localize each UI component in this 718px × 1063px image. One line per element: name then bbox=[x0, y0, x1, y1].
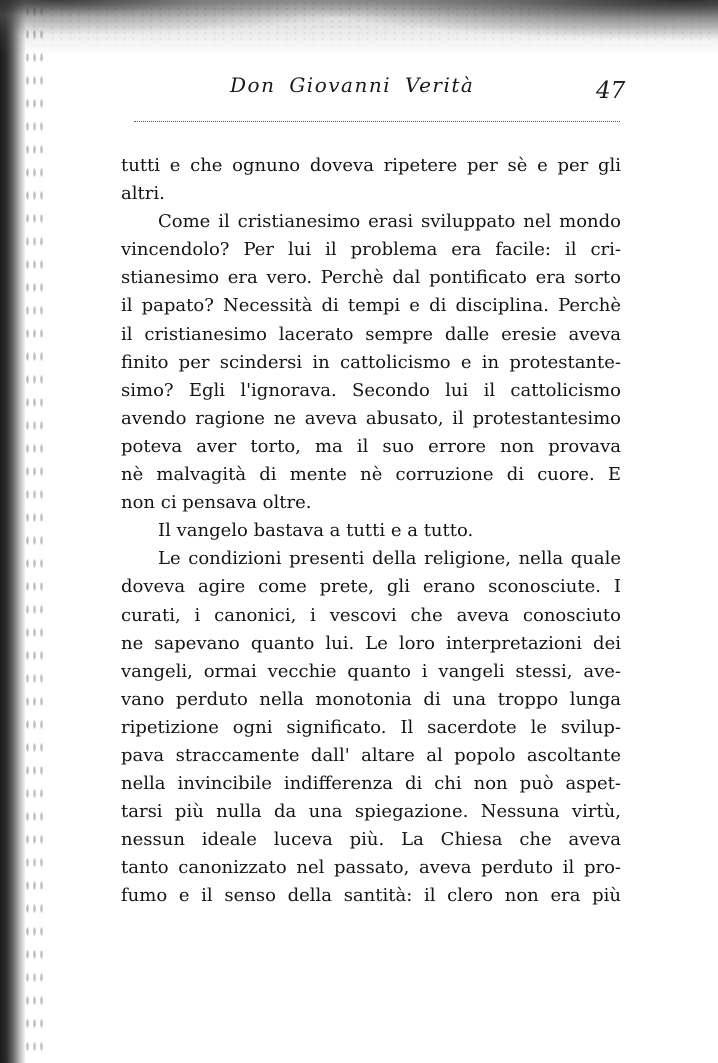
text-line: avendo ragione ne aveva abusato, il protestantesimo bbox=[121, 407, 621, 429]
text-line: curati, i canonici, i vescovi che aveva conosciuto bbox=[121, 604, 621, 626]
text-line: simo? Egli l'ignorava. Secondo lui il cattolicismo bbox=[121, 379, 621, 401]
text-line: Le condizioni presenti della religione, nella quale bbox=[158, 548, 621, 570]
text-line: il cristianesimo lacerato sempre dalle eresie aveva bbox=[121, 323, 621, 345]
text-line: fumo e il senso della santità: il clero non era più bbox=[121, 885, 621, 907]
book-spine-shadow bbox=[0, 0, 26, 1063]
text-line: il papato? Necessità di tempi e di disciplina. Perchè bbox=[121, 295, 621, 317]
text-line: tanto canonizzato nel passato, aveva perduto il pro- bbox=[121, 857, 621, 879]
body-text bbox=[121, 152, 621, 911]
page-number: 47 bbox=[596, 78, 626, 104]
text-line: non ci pensava oltre. bbox=[121, 492, 312, 514]
text-line: Come il cristianesimo erasi sviluppato nel mondo bbox=[158, 211, 621, 233]
running-title: Don Giovanni Verità bbox=[230, 73, 475, 97]
text-line: Il vangelo bastava a tutti e a tutto. bbox=[158, 520, 474, 542]
text-line: altri. bbox=[121, 183, 165, 205]
text-line: nè malvagità di mente nè corruzione di cuore. E bbox=[121, 464, 621, 486]
text-line: ne sapevano quanto lui. Le loro interpretazioni dei bbox=[121, 632, 621, 654]
text-line: nessun ideale luceva più. La Chiesa che aveva bbox=[121, 829, 621, 851]
text-line: doveva agire come prete, gli erano sconosciute. I bbox=[121, 576, 621, 598]
text-line: tutti e che ognuno doveva ripetere per sè e per gli bbox=[121, 155, 621, 176]
text-line: finito per scindersi in cattolicismo e in protestante- bbox=[121, 351, 621, 373]
text-line: tarsi più nulla da una spiegazione. Nessuna virtù, bbox=[121, 801, 621, 823]
text-line: poteva aver torto, ma il suo errore non provava bbox=[121, 435, 621, 457]
text-line: stianesimo era vero. Perchè dal pontificato era sorto bbox=[121, 267, 621, 289]
running-header bbox=[0, 0, 718, 130]
text-line: nella invincibile indifferenza di chi non può aspet- bbox=[121, 773, 621, 795]
text-line: ripetizione ogni significato. Il sacerdote le svilup- bbox=[121, 716, 621, 738]
spine-scan-noise bbox=[24, 0, 44, 1063]
text-line: pava straccamente dall' altare al popolo ascoltante bbox=[121, 744, 621, 766]
text-line: vangeli, ormai vecchie quanto i vangeli stessi, ave- bbox=[121, 660, 621, 682]
header-dotted-rule bbox=[134, 121, 620, 122]
text-line: vano perduto nella monotonia di una troppo lunga bbox=[121, 688, 621, 710]
text-line: vincendolo? Per lui il problema era facile: il cri- bbox=[121, 239, 621, 261]
